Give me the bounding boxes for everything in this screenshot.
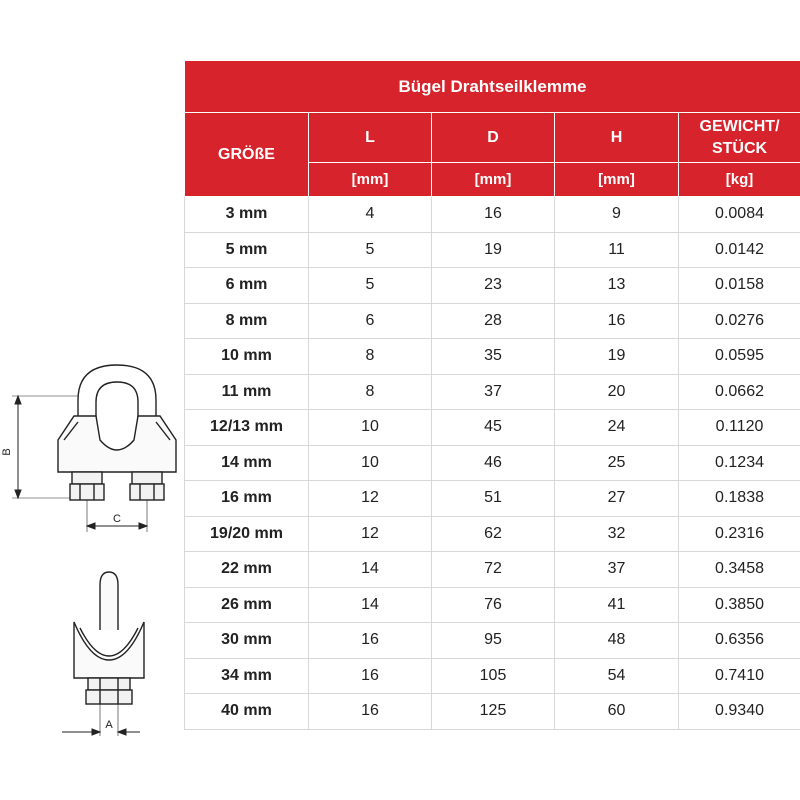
- table-row: [185, 374, 800, 410]
- cell-size: 34 mm: [185, 658, 309, 694]
- cell-d: 23: [432, 268, 555, 304]
- cell-h: 41: [555, 587, 679, 623]
- table-row: [185, 232, 800, 268]
- cell-weight: 0.0276: [679, 303, 800, 339]
- cell-d: 16: [432, 197, 555, 233]
- table-row: [185, 410, 800, 446]
- cell-l: 12: [309, 481, 432, 517]
- cell-h: 25: [555, 445, 679, 481]
- cell-size: 8 mm: [185, 303, 309, 339]
- cell-size: 22 mm: [185, 552, 309, 588]
- cell-h: 37: [555, 552, 679, 588]
- dimension-a: [62, 704, 140, 736]
- cell-weight: 0.1234: [679, 445, 800, 481]
- cell-d: 105: [432, 658, 555, 694]
- header-weight: [679, 113, 800, 163]
- cell-h: 16: [555, 303, 679, 339]
- cell-d: 19: [432, 232, 555, 268]
- cell-weight: 0.1120: [679, 410, 800, 446]
- cell-weight: 0.0662: [679, 374, 800, 410]
- cell-weight: 0.9340: [679, 694, 800, 730]
- cell-l: 10: [309, 445, 432, 481]
- cell-d: 76: [432, 587, 555, 623]
- cell-weight: 0.0142: [679, 232, 800, 268]
- cell-d: 51: [432, 481, 555, 517]
- cell-h: 48: [555, 623, 679, 659]
- cell-size: 14 mm: [185, 445, 309, 481]
- cell-weight: 0.0595: [679, 339, 800, 375]
- table-row: [185, 481, 800, 517]
- header-weight-line1: GEWICHT/: [699, 117, 780, 135]
- cell-d: 37: [432, 374, 555, 410]
- cell-size: 10 mm: [185, 339, 309, 375]
- cell-d: 46: [432, 445, 555, 481]
- cell-size: 40 mm: [185, 694, 309, 730]
- clamp-side-view: [74, 572, 144, 704]
- table-row: [185, 445, 800, 481]
- cell-l: 8: [309, 374, 432, 410]
- cell-h: 9: [555, 197, 679, 233]
- unit-d: [mm]: [432, 163, 555, 197]
- table-row: [185, 268, 800, 304]
- unit-h: [mm]: [555, 163, 679, 197]
- cell-size: 26 mm: [185, 587, 309, 623]
- cell-size: 30 mm: [185, 623, 309, 659]
- table-row: [185, 552, 800, 588]
- cell-d: 45: [432, 410, 555, 446]
- cell-weight: 0.2316: [679, 516, 800, 552]
- cell-h: 54: [555, 658, 679, 694]
- cell-size: 3 mm: [185, 197, 309, 233]
- cell-weight: 0.0158: [679, 268, 800, 304]
- cell-size: 16 mm: [185, 481, 309, 517]
- unit-weight: [kg]: [679, 163, 800, 197]
- cell-l: 6: [309, 303, 432, 339]
- header-size: GRÖßE: [185, 113, 309, 197]
- cell-h: 19: [555, 339, 679, 375]
- cell-l: 5: [309, 268, 432, 304]
- cell-weight: 0.7410: [679, 658, 800, 694]
- table-row: [185, 623, 800, 659]
- header-h: H: [555, 113, 679, 163]
- cell-h: 11: [555, 232, 679, 268]
- cell-size: 11 mm: [185, 374, 309, 410]
- table-row: [185, 516, 800, 552]
- cell-l: 5: [309, 232, 432, 268]
- cell-h: 32: [555, 516, 679, 552]
- clamp-front-view: [58, 365, 176, 500]
- cell-d: 125: [432, 694, 555, 730]
- cell-h: 13: [555, 268, 679, 304]
- table-title: Bügel Drahtseilklemme: [185, 61, 800, 113]
- header-d: D: [432, 113, 555, 163]
- cell-size: 6 mm: [185, 268, 309, 304]
- cell-d: 72: [432, 552, 555, 588]
- cell-size: 12/13 mm: [185, 410, 309, 446]
- cell-l: 16: [309, 694, 432, 730]
- unit-l: [mm]: [309, 163, 432, 197]
- cell-d: 28: [432, 303, 555, 339]
- cell-l: 16: [309, 623, 432, 659]
- cell-l: 16: [309, 658, 432, 694]
- cell-weight: 0.6356: [679, 623, 800, 659]
- cell-h: 20: [555, 374, 679, 410]
- dimension-c-label: C: [113, 513, 121, 525]
- header-l: L: [309, 113, 432, 163]
- cell-l: 4: [309, 197, 432, 233]
- header-weight-line2: STÜCK: [711, 139, 768, 157]
- dimension-a-label: A: [105, 719, 113, 731]
- cell-d: 35: [432, 339, 555, 375]
- cell-size: 5 mm: [185, 232, 309, 268]
- cell-d: 95: [432, 623, 555, 659]
- table-row: [185, 339, 800, 375]
- cell-h: 60: [555, 694, 679, 730]
- table-row: [185, 658, 800, 694]
- cell-l: 12: [309, 516, 432, 552]
- cell-h: 24: [555, 410, 679, 446]
- cell-weight: 0.3850: [679, 587, 800, 623]
- cell-size: 19/20 mm: [185, 516, 309, 552]
- dimension-b-label: B: [1, 448, 13, 456]
- cell-weight: 0.3458: [679, 552, 800, 588]
- table-row: [185, 303, 800, 339]
- cell-h: 27: [555, 481, 679, 517]
- table-row: [185, 197, 800, 233]
- clamp-spec-table: [184, 61, 800, 730]
- table-row: [185, 694, 800, 730]
- cell-weight: 0.0084: [679, 197, 800, 233]
- clamp-technical-drawings: [0, 360, 185, 760]
- cell-l: 14: [309, 552, 432, 588]
- cell-l: 14: [309, 587, 432, 623]
- cell-l: 8: [309, 339, 432, 375]
- cell-l: 10: [309, 410, 432, 446]
- table-row: [185, 587, 800, 623]
- cell-d: 62: [432, 516, 555, 552]
- cell-weight: 0.1838: [679, 481, 800, 517]
